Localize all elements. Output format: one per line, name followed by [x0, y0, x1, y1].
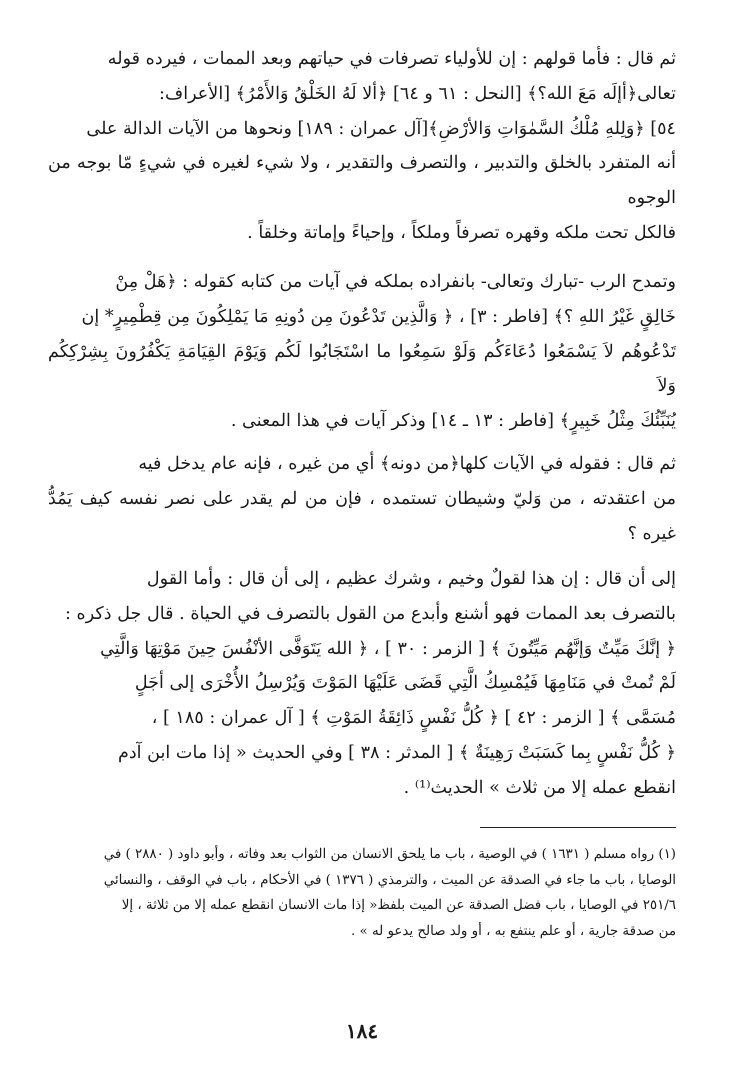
book-page [48, 36, 676, 1066]
paragraph-line: ثم قال : فقوله في الآيات كلها﴿من دونه﴾ أي من غيره ، فإنه عام يدخل فيه [138, 454, 676, 474]
footnote-line: ٢٥١/٦ في الوصايا ، باب فضل الصدقة عن الميت بلفظ« إذا مات الانسان انقطع عمله إلا من ثلاثة ، إلا [121, 898, 676, 914]
paragraph-line: ٥٤] ﴿وَلِلهِ مُلْكُ السَّمٰوَاتِ وَالأرْضِ﴾[آل عمران : ١٨٩] ونحوها من الآيات الدالة على [86, 118, 676, 139]
paragraph-line: تعالى﴿أإلَه مَعَ الله؟﴾ [النحل : ٦١ و ٦٤] ﴿ألا لَهُ الخَلْقُ وَالأَمْرُ﴾ [الأعراف: [159, 83, 676, 104]
paragraph-line: إلى أن قال : إن هذا لقولٌ وخيم ، وشرك عظيم ، إلى أن قال : وأما القول [146, 569, 676, 589]
paragraph-1 [48, 42, 676, 251]
page-number: ١٨٤ [345, 1019, 379, 1043]
paragraph-line: ﴿ إنَّكَ مَيِّتٌ وَإنَّهُم مَيِّتُونَ ﴾ [ الزمر : ٣٠ ] ، ﴿ الله يَتَوَفَّى الأنْفُسَ حِينَ مَوْتِهَا وَالَّتِي [100, 638, 676, 659]
footnote-line: من صدقة جارية ، أو علم ينتفع به ، أو ولد صالح يدعو له » . [350, 923, 676, 939]
paragraph-line: يُنَبِّئُكَ مِثْلُ خَبِيرٍ﴾ [فاطر : ١٣ ـ ١٤] وذكر آيات في هذا المعنى . [230, 411, 676, 432]
footnote-divider [480, 827, 676, 828]
paragraph-line: أنه المتفرد بالخلق والتدبير ، والتصرف والتقدير ، ولا شيء لغيره في شيءٍ مّا بوجه من الوجوه [48, 153, 676, 209]
footnote-line: (١) رواه مسلم ( ١٦٣١ ) في الوصية ، باب ما يلحق الانسان من الثواب بعد وفاته ، وأبو داود ( ٢٨٨٠ ) في [103, 847, 676, 862]
paragraph-3 [48, 447, 676, 551]
paragraph-line: لَمْ تُمتْ في مَنَامِهَا فَيُمْسِكُ الَّتِي قَضَى عَلَيْهَا المَوْتَ وَيُرْسِلُ الأُخْرَى إلى أجَلٍ [134, 673, 676, 694]
footnote [48, 842, 676, 944]
paragraph-line: ﴿ كُلُّ نَفْسٍ بِما كَسَبَتْ رَهِينَةٌ ﴾ [ المدثر : ٣٨ ] وفي الحديث « إذا مات ابن آدم [117, 742, 676, 763]
paragraph-line: خَالِقٍ غَيْرُ اللهِ ؟﴾ [فاطر : ٣] ، ﴿ وَالَّذِين تَدْعُونَ مِن دُونِهِ مَا يَمْلِكُونَ مِن قِطْمِيرٍ* إن [81, 306, 676, 327]
paragraph-line: فالكل تحت ملكه وقهره تصرفاً وملكاً ، وإحياءً وإماتة وخلقاً . [247, 222, 676, 243]
paragraph-2 [48, 265, 676, 439]
paragraph-4 [48, 562, 676, 806]
footnote-line: الوصايا ، باب ما جاء في الصدقة عن الميت ، والترمذي ( ١٣٧٦ ) في الأحكام ، باب في الوقف ، والنسائي [103, 872, 676, 888]
paragraph-line: من اعتقدته ، من وَليّ وشيطان تستمده ، فإن من لم يقدر على نصر نفسه كيف يَمُدُّ غيره ؟ [48, 488, 676, 544]
paragraph-line: وتمدح الرب -تبارك وتعالى- بانفراده بملكه في آيات من كتابه كقوله : ﴿هَلْ مِنْ [115, 272, 676, 292]
paragraph-line: انقطع عمله إلا من ثلاث » الحديث⁽¹⁾ . [403, 777, 676, 798]
paragraph-line: تَدْعُوهُم لاَ يَسْمَعُوا دُعَاءَكُم وَلَوْ سَمِعُوا ما اسْتَجَابُوا لَكُم وَيَوْمَ القِيَامَةِ يَكْفُرُونَ بِشِرْكِكُم وَلاَ [48, 341, 676, 397]
paragraph-line: ثم قال : فأما قولهم : إن للأولياء تصرفات في حياتهم وبعد الممات ، فيرده قوله [107, 49, 676, 69]
paragraph-line: بالتصرف بعد الممات فهو أشنع وأبدع من القول بالتصرف في الحياة . قال جل ذكره : [64, 603, 676, 624]
paragraph-line: مُسَمَّى ﴾ [ الزمر : ٤٢ ] ﴿ كُلُّ نَفْسٍ ذَائِقَةُ المَوْتِ ﴾ [ آل عمران : ١٨٥ ] ، [151, 708, 676, 729]
